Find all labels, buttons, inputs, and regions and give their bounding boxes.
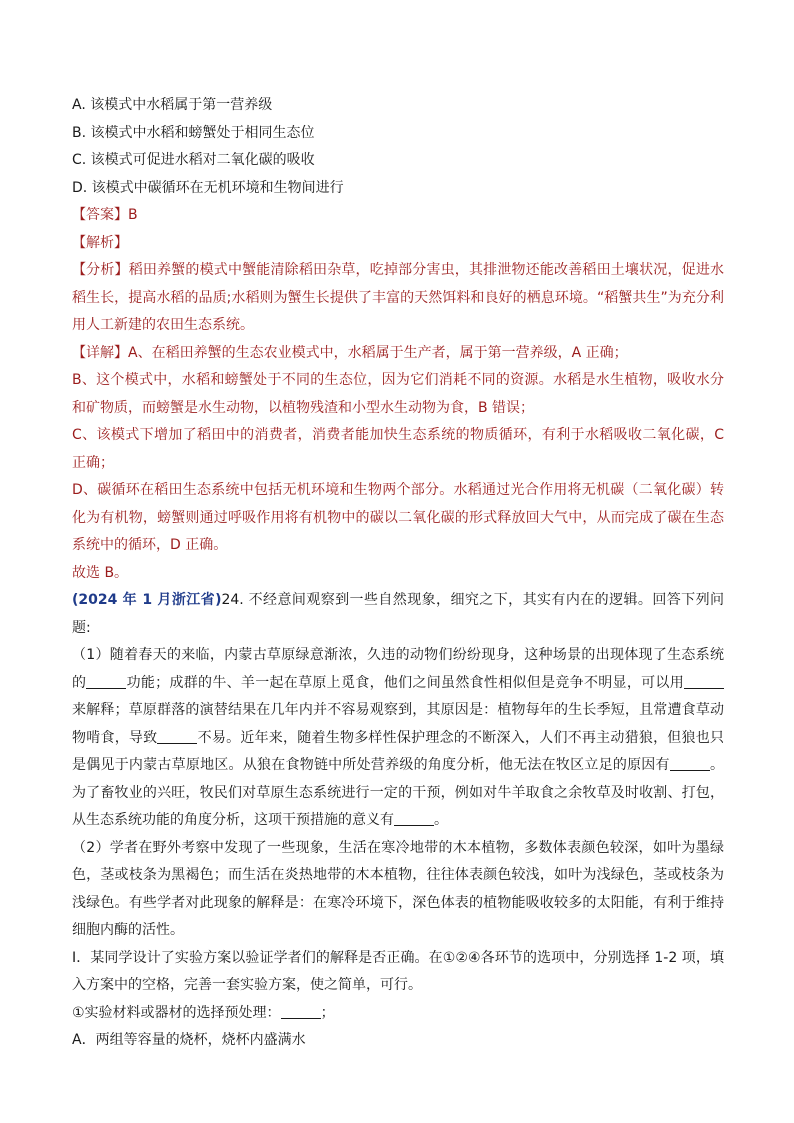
option-b: B. 该模式中水稻和螃蟹处于相同生态位 [72,124,315,141]
part1-text-a: （1）随着春天的来临，内蒙古草原绿意渐浓，久违的动物们纷纷现身，这种场景的出现体现了生态系统的 [72,647,724,691]
answer-label: 【答案】B [72,207,138,223]
question-24-stem [72,587,724,642]
detail-a: 【详解】A、在稻田养蟹的生态农业模式中，水稻属于生产者，属于第一营养级，A 正确； [72,344,628,361]
experiment-intro: Ⅰ．某同学设计了实验方案以验证学者们的解释是否正确。在①②④各环节的选项中，分别选择 1-2 项，填入方案中的空格，完善一套实验方案，使之简单，可行。 [72,949,724,993]
part1-text-c: 来解释；草原群落的演替结果在几年内并不容易观察到，其原因是：植物每年的生长季短，且常遭食草动物啃食，导致 [72,702,724,746]
question-stem-text: 24. 不经意间观察到一些自然现象，细究之下，其实有内在的逻辑。回答下列问题: [72,592,725,636]
answer-blank[interactable] [670,756,710,771]
part1-text-f: 。 [434,812,448,828]
answer-blank[interactable] [281,1004,321,1019]
analysis-paragraph: 【分析】稻田养蟹的模式中蟹能清除稻田杂草，吃掉部分害虫，其排泄物还能改善稻田土壤状况，促进水稻生长，提高水稻的品质;水稻则为蟹生长提供了丰富的天然饵料和良好的栖息环境。“稻蟹共生”为充分利用人工新建的农田生态系统。 [72,262,724,333]
conclusion: 故选 B。 [72,564,129,581]
analysis-label: 【解析】 [72,234,128,251]
detail-b: B、这个模式中，水稻和螃蟹处于不同的生态位，因为它们消耗不同的资源。水稻是水生植物，吸收水分和矿物质，而螃蟹是水生动物，以植物残渣和小型水生动物为食，B 错误； [72,372,724,416]
option-d: D. 该模式中碳循环在无机环境和生物间进行 [72,179,344,196]
part1-text-b: 功能；成群的牛、羊一起在草原上觅食，他们之间虽然食性相似但是竞争不明显，可以用 [126,674,685,691]
answer-blank[interactable] [684,674,724,689]
document-page [72,92,724,1055]
detail-d: D、碳循环在稻田生态系统中包括无机环境和生物两个部分。水稻通过光合作用将无机碳（二氧化碳）转化为有机物，螃蟹则通过呼吸作用将有机物中的碳以二氧化碳的形式释放回大气中，从而完成了碳在生态系统中的循环，D 正确。 [72,482,724,553]
answer-blank[interactable] [157,729,197,744]
option-a-material: A．两组等容量的烧杯，烧杯内盛满水 [72,1032,306,1048]
option-c: C. 该模式可促进水稻对二氧化碳的吸收 [72,152,315,168]
part1-text-d: 不易。近年来，随着生物多样性保护理念的不断深入，人们不再主动猎狼，但狼也只是偶见于内蒙古草原地区。从狼在食物链中所处营养级的角度分析，他无法在牧区立足的原因有 [72,729,725,773]
step-1-end: ； [320,1004,335,1021]
question-part-2: （2）学者在野外考察中发现了一些现象，生活在寒冷地带的木本植物，多数体表颜色较深，如叶为墨绿色，茎或枝条为黑褐色；而生活在炎热地带的木本植物，往往体表颜色较浅，如叶为浅绿色，茎或枝条为浅绿色。有些学者对此现象的解释是：在寒冷环境下，深色体表的植物能吸收较多的太阳能，有利于维持细胞内酶的活性。 [72,839,724,938]
part1-text-e: 。为了畜牧业的兴旺，牧民们对草原生态系统进行一定的干预，例如对牛羊取食之余牧草及时收割、打包，从生态系统功能的角度分析，这项干预措施的意义有 [72,757,724,828]
answer-blank[interactable] [86,674,126,689]
question-part-1 [72,642,724,835]
step-1-text: ①实验材料或器材的选择预处理： [72,1004,281,1021]
step-1-prompt [72,1000,724,1028]
option-a: A. 该模式中水稻属于第一营养级 [72,97,273,113]
detail-c: C、该模式下增加了稻田中的消费者，消费者能加快生态系统的物质循环，有利于水稻吸收二氧化碳，C 正确； [72,427,724,471]
answer-blank[interactable] [394,811,434,826]
question-source: (2024 年 1 月浙江省) [72,592,222,608]
